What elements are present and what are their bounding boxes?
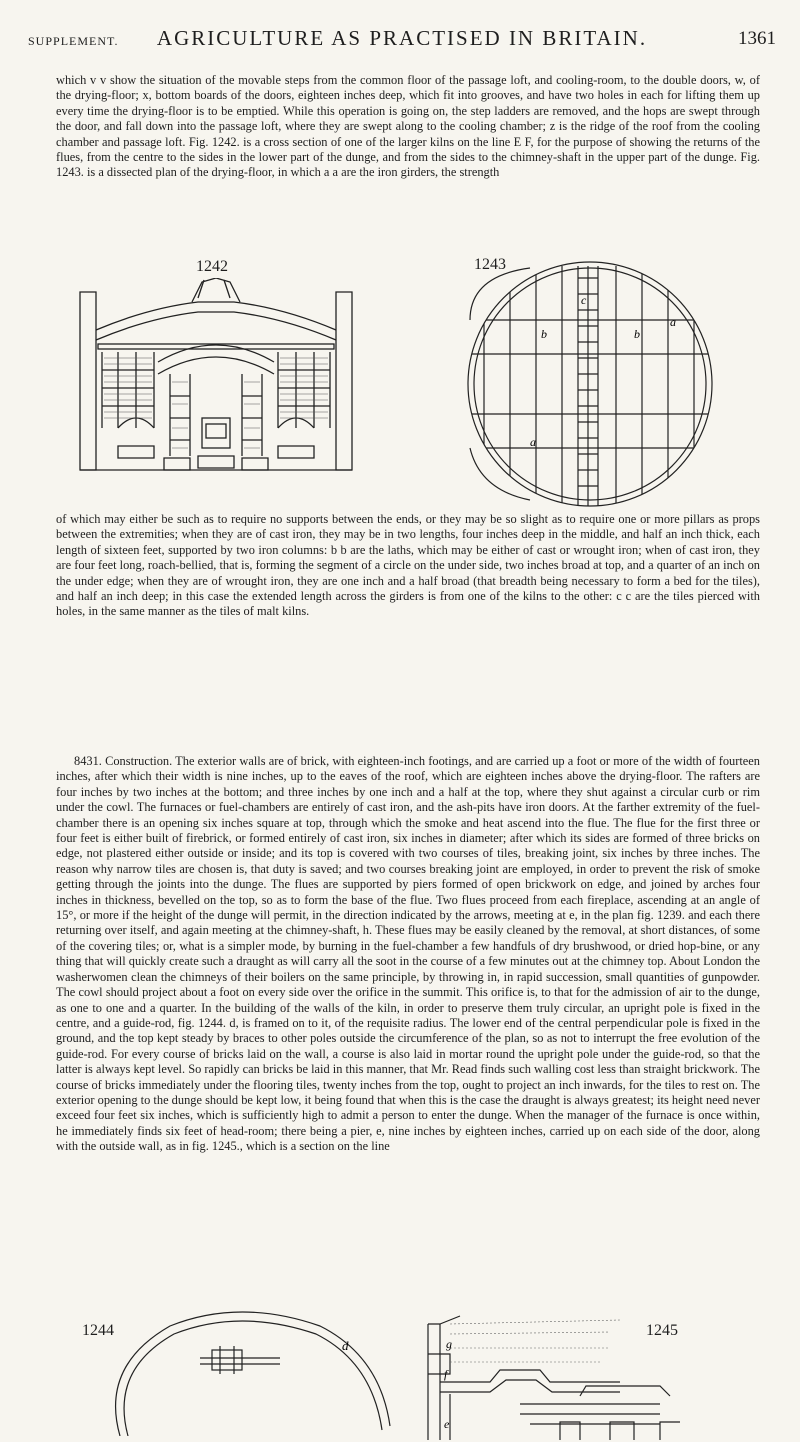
figure-1242 [78,258,356,508]
paragraph-intro: which v v show the situation of the movable steps from the common floor of the passage loft, and cooling-room, to the double doors, w, of the drying-floor; x, bottom boards of the doors, eighteen inches deep, which fit into grooves, and have two holes in each for lifting them up every time the drying-floor is to be emptied. While this operation is going on, the step ladders are removed, and the hops are swept through the door, and fall down into the passage loft, where they are swept along to the cooling chamber; z is the ridge of the roof from the cooling chamber and passage loft. Fig. 1242. is a cross section of one of the larger kilns on the line E F, for the purpose of showing the returns of the flues, from the centre to the sides in the lower part of the dunge, and from the sides to the chimney-shaft in the upper part of the dunge. Fig. 1243. is a dissected plan of the drying-floor, in which a a are the iron girders, the strength [56,73,760,180]
figure-1245 [410,1304,770,1440]
running-header [28,26,776,56]
figure-1244-number: 1244 [82,1322,114,1339]
figure-1243-drawing [440,256,730,512]
figure-1245-number: 1245 [646,1322,678,1339]
page-number: 1361 [738,28,776,49]
figure-1244 [80,1306,410,1436]
figure-1242-number: 1242 [196,258,228,275]
figure-1245-drawing [410,1304,770,1440]
paragraph-girders: of which may either be such as to require no supports between the ends, or they may be so slight as to require one or more pillars as props between the extremities; when they are of cast iron, they may be in two lengths, four inches deep in the middle, and half an inch thick, each length of sixteen feet, supported by two iron columns: b b are the laths, which may be either of cast or wrought iron; when of cast iron, they are four feet long, roach-bellied, that is, forming the segment of a circle on the under side, two inches broad at top, and a quarter of an inch on the under edge; when they are of wrought iron, they are one inch and a half broad (that breadth being necessary to form a bed for the tiles), and half an inch deep; in this case the extended length across the girders is from one of the kilns to the other: c c are the tiles pierced with holes, in the same manner as the tiles of malt kilns. [56,512,760,619]
figure-1242-drawing [78,278,356,508]
figure-1243-number: 1243 [474,256,506,273]
label-e: e [444,1417,450,1431]
header-supplement: SUPPLEMENT. [28,34,119,48]
figure-1243 [440,256,730,512]
figure-1244-drawing [80,1306,410,1436]
label-d: d [342,1338,349,1353]
label-b-right: b [634,327,640,341]
label-b-left: b [541,327,547,341]
paragraph-construction: 8431. Construction. The exterior walls are of brick, with eighteen-inch footings, and are carried up a foot or more of the width of fourteen inches, after which their width is nine inches, up to the eaves of the roof, which are eighteen inches above the drying-floor. The rafters are four inches by two inches at the bottom; and three inches by one inch and a half at the top, where they shut against a circular curb or rim under the cowl. The furnaces or fuel-chambers are entirely of cast iron, and the ash-pits have iron doors. At the farther extremity of the fuel-chamber there is an opening six inches square at top, through which the smoke and heat ascend into the flue. The flue for the first three or four feet is either built of firebrick, or formed entirely of cast iron, six inches in diameter; after which its sides are formed of three bricks on edge, not plastered either outside or inside; and its top is covered with two courses of tiles, breaking joint, six inches by three inches. The reason why narrow tiles are chosen is, that duty is saved; and two courses breaking joint are employed, in order to prevent the risk of smoke getting through the joints into the dunge. The flues are supported by piers formed of open brickwork on edge, and joined by arches four inches in thickness, bevelled on the top, so as to form the base of the flue. Two flues proceed from each fireplace, ascending at an angle of 15°, or more if the height of the dunge will permit, in the direction indicated by the arrows, meeting at e, in the plan fig. 1239. and each there returning over itself, and again meeting at the chimney-shaft, h. These flues may be easily cleaned by the removal, at short distances, of some of the covering tiles; or, what is a simpler mode, by burning in the fuel-chamber a few handfuls of dry brushwood, or dried hop-bine, or any thing that will quickly create such a draught as will carry all the soot in the course of a few minutes out at the chimney top. About London the washerwomen clean the chimneys of their boilers on the same principle, by throwing in, in rapid succession, small quantities of gunpowder. The cowl should project about a foot on every side over the orifice in the summit. This orifice is, to that for the admission of air to the dunge, as one to one and a quarter. In the building of the walls of the kiln, in order to preserve them truly circular, an upright pole is fixed in the centre, and a guide-rod, fig. 1244. d, is framed on to it, of the requisite radius. The lower end of the central perpendicular pole is fixed in the ground, and the top kept steady by braces to other poles outside the circumference of the plan, so as not to interrupt the free evolution of the guide-rod. For every course of bricks laid on the wall, a course is also laid in mortar round the upright pole under the guide-rod, so that the latter is always kept level. So rapidly can bricks be laid in this manner, that Mr. Read finds such walling cost less than straight brickwork. The course of bricks immediately under the flooring tiles, twenty inches from the top, ought to project an inch inwards, for the tiles to rest on. The exterior opening to the dunge should be kept low, it being found that when this is the case the draught is always greatest; its height need never exceed four feet six inches, which is sufficiently high to admit a person to enter the dunge. When the manager of the furnace is once within, he immediately finds six feet of head-room; there being a pier, e, nine inches by eighteen inches, carried up on each side of the door, along with the outside wall, as in fig. 1245., which is a section on the line [56,754,760,1154]
label-g: g [446,1337,452,1351]
label-f: f [444,1367,448,1381]
header-title: AGRICULTURE AS PRACTISED IN BRITAIN. [156,26,648,50]
label-c: c [581,293,587,307]
label-a-left: a [530,435,536,449]
label-a-right: a [670,315,676,329]
